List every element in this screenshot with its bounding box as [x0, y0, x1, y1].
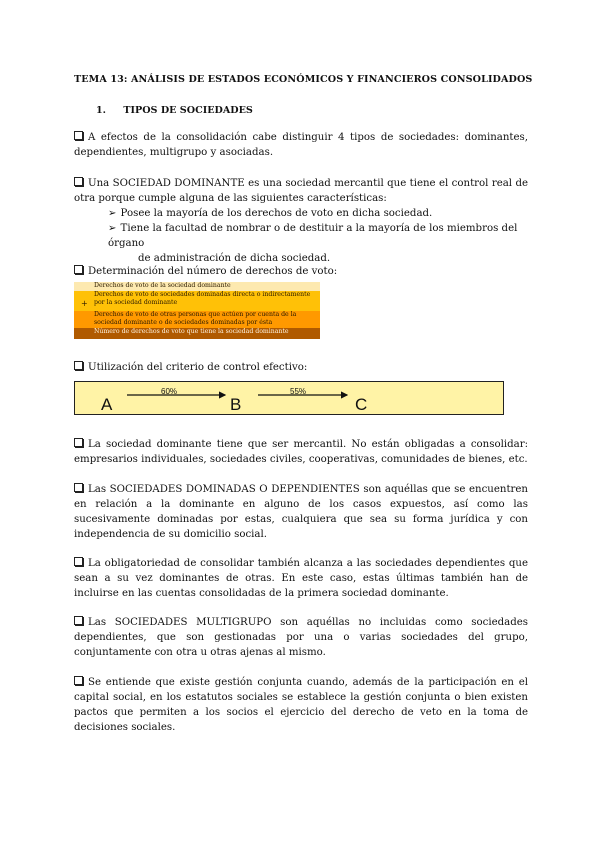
- votes-row: Derechos de voto de la sociedad dominante: [74, 282, 320, 291]
- paragraph-votes: Determinación del número de derechos de voto:: [74, 264, 528, 279]
- dominant-criteria-list: [108, 206, 528, 266]
- paragraph-dominant: Una SOCIEDAD DOMINANTE es una sociedad mercantil que tiene el control real de otra porque cumple alguna de las siguientes características:: [74, 178, 528, 204]
- chain-node: B: [230, 395, 242, 414]
- document-title: TEMA 13: ANÁLISIS DE ESTADOS ECONÓMICOS Y FINANCIEROS CONSOLIDADOS: [74, 74, 533, 85]
- section-title: TIPOS DE SOCIEDADES: [123, 105, 253, 116]
- percentage-label: 55%: [290, 387, 307, 396]
- list-item: ➢ Posee la mayoría de los derechos de voto en dicha sociedad.: [108, 208, 433, 219]
- list-item: ➢ Tiene la facultad de nombrar o de destituir a la mayoría de los miembros del órgano: [108, 223, 518, 249]
- votes-row: Derechos de voto de otras personas que actúen por cuenta de la sociedad dominante o de sociedades dominadas por ésta: [74, 311, 320, 328]
- votes-total-row: Número de derechos de voto que tiene la sociedad dominante: [74, 328, 320, 339]
- control-chain-diagram: [74, 381, 504, 415]
- votes-row: + Derechos de voto de sociedades dominadas directa o indirectamente por la sociedad dominante: [74, 291, 320, 311]
- checkbox-bullet-icon: [74, 557, 83, 566]
- chain-arrows: [75, 382, 503, 414]
- arrow-bullet-icon: ➢: [108, 223, 117, 234]
- paragraph-mercantile: La sociedad dominante tiene que ser mercantil. No están obligadas a consolidar: empresarios individuales, sociedades civiles, cooperativas, comunidades de bienes, etc.: [74, 439, 528, 465]
- checkbox-bullet-icon: [74, 177, 83, 186]
- list-item-continuation: de administración de dicha sociedad.: [138, 253, 331, 264]
- paragraph-types: A efectos de la consolidación cabe distinguir 4 tipos de sociedades: dominantes, dependientes, multigrupo y asociadas.: [74, 132, 528, 158]
- checkbox-bullet-icon: [74, 483, 83, 492]
- paragraph-control: Utilización del criterio de control efectivo:: [74, 360, 528, 375]
- votes-table: [74, 282, 320, 339]
- plus-sign: +: [81, 299, 88, 308]
- paragraph-joint-management: Se entiende que existe gestión conjunta cuando, además de la participación en el capital social, en los estatutos sociales se establece la gestión conjunta o bien existen pactos que permiten a los socios el ejercicio del derecho de veto en la toma de decisiones sociales.: [74, 677, 528, 733]
- paragraph-obligation: La obligatoriedad de consolidar también alcanza a las sociedades dependientes que sean a su vez dominantes de otras. En este caso, estas últimas también han de incluirse en las cuentas consolidadas de la primera sociedad dominante.: [74, 558, 528, 599]
- section-heading: [96, 103, 253, 118]
- checkbox-bullet-icon: [74, 131, 83, 140]
- checkbox-bullet-icon: [74, 438, 83, 447]
- percentage-label: 60%: [161, 387, 178, 396]
- paragraph-multigroup: Las SOCIEDADES MULTIGRUPO son aquéllas no incluidas como sociedades dependientes, que son gestionadas por una o varias sociedades del grupo, conjuntamente con otra u otras ajenas al mismo.: [74, 617, 528, 658]
- arrow-bullet-icon: ➢: [108, 208, 117, 219]
- paragraph-dependent: Las SOCIEDADES DOMINADAS O DEPENDIENTES son aquéllas que se encuentren en relación a la dominante en alguno de los casos expuestos, así como las sucesivamente dominadas por estas, cualquiera que sea su forma jurídica y con independencia de su domicilio social.: [74, 484, 528, 540]
- checkbox-bullet-icon: [74, 676, 83, 685]
- checkbox-bullet-icon: [74, 265, 83, 274]
- chain-node: A: [101, 395, 113, 414]
- checkbox-bullet-icon: [74, 361, 83, 370]
- chain-node: C: [355, 395, 368, 414]
- checkbox-bullet-icon: [74, 616, 83, 625]
- section-number: 1.: [96, 105, 107, 116]
